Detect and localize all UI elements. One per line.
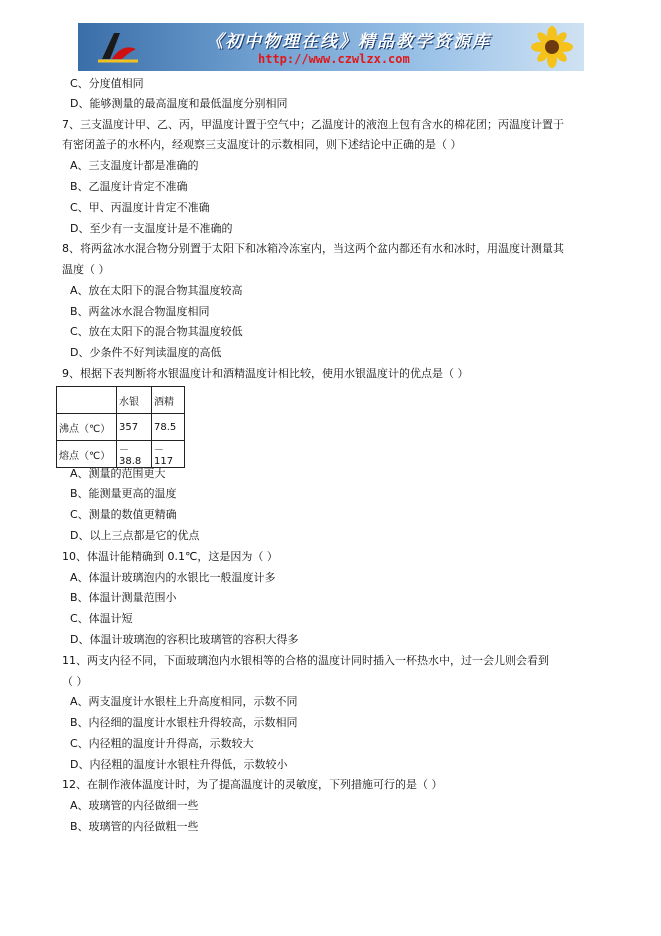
table-row [57,414,185,441]
banner-url: http://www.czwlzx.com [258,52,410,66]
answer-option: D、少条件不好判读温度的高低 [70,346,222,359]
question-text: 8、将两盆冰水混合物分别置于太阳下和冰箱冷冻室内，当这两个盆内都还有水和冰时，用温度计测量其 [62,242,564,255]
answer-option: C、甲、丙温度计肯定不准确 [70,201,210,214]
table-row [57,441,185,468]
answer-option: A、放在太阳下的混合物其温度较高 [70,284,243,297]
answer-option: B、乙温度计肯定不准确 [70,180,188,193]
table-header-cell: 酒精 [152,387,185,414]
table-header-row [57,387,185,414]
answer-option: B、体温计测量范围小 [70,591,177,604]
question-text: （ ） [62,675,88,688]
question-text: 12、在制作液体温度计时，为了提高温度计的灵敏度，下列措施可行的是（ ） [62,778,443,791]
answer-option: B、内径细的温度计水银柱升得较高，示数相同 [70,716,298,729]
table-header-cell: 水银 [117,387,152,414]
answer-option: A、三支温度计都是准确的 [70,159,199,172]
table-cell: －117 [152,441,185,468]
answer-option: D、内径粗的温度计水银柱升得低，示数较小 [70,758,288,771]
table-cell: 熔点（℃） [57,441,117,468]
question-text: 有密闭盖子的水杯内，经观察三支温度计的示数相同，则下述结论中正确的是（ ） [62,138,462,151]
answer-option: D、以上三点都是它的优点 [70,529,200,542]
header-banner [78,23,584,71]
question-text: 11、两支内径不同，下面玻璃泡内水银相等的合格的温度计同时插入一杯热水中，过一会儿则会看到 [62,654,549,667]
question-text: 10、体温计能精确到 0.1℃，这是因为（ ） [62,550,278,563]
answer-option: B、两盆冰水混合物温度相同 [70,305,210,318]
answer-option: C、放在太阳下的混合物其温度较低 [70,325,243,338]
site-logo-icon [92,29,142,65]
question-text: 9、根据下表判断将水银温度计和酒精温度计相比较，使用水银温度计的优点是（ ） [62,367,469,380]
table-cell: 78.5 [152,414,185,441]
answer-option: D、能够测量的最高温度和最低温度分别相同 [70,97,288,110]
answer-option: B、玻璃管的内径做粗一些 [70,820,199,833]
answer-option: A、体温计玻璃泡内的水银比一般温度计多 [70,571,276,584]
table-header-cell [57,387,117,414]
answer-option: C、内径粗的温度计升得高，示数较大 [70,737,254,750]
answer-option: A、玻璃管的内径做细一些 [70,799,199,812]
table-cell: 357 [117,414,152,441]
sunflower-icon [520,25,576,69]
answer-option: D、体温计玻璃泡的容积比玻璃管的容积大得多 [70,633,299,646]
table-cell: －38.8 [117,441,152,468]
answer-option: C、体温计短 [70,612,133,625]
comparison-table [56,386,185,468]
banner-title: 《初中物理在线》精品教学资源库 [206,32,491,52]
question-text: 7、三支温度计甲、乙、丙，甲温度计置于空气中；乙温度计的液泡上包有含水的棉花团；丙温度计置于 [62,118,564,131]
answer-option: B、能测量更高的温度 [70,487,177,500]
question-text: 温度（ ） [62,263,110,276]
answer-option: D、至少有一支温度计是不准确的 [70,222,233,235]
answer-option: A、测量的范围更大 [70,467,166,480]
answer-option: C、测量的数值更精确 [70,508,177,521]
answer-option: A、两支温度计水银柱上升高度相同，示数不同 [70,695,298,708]
table-cell: 沸点（℃） [57,414,117,441]
answer-option: C、分度值相同 [70,77,144,90]
